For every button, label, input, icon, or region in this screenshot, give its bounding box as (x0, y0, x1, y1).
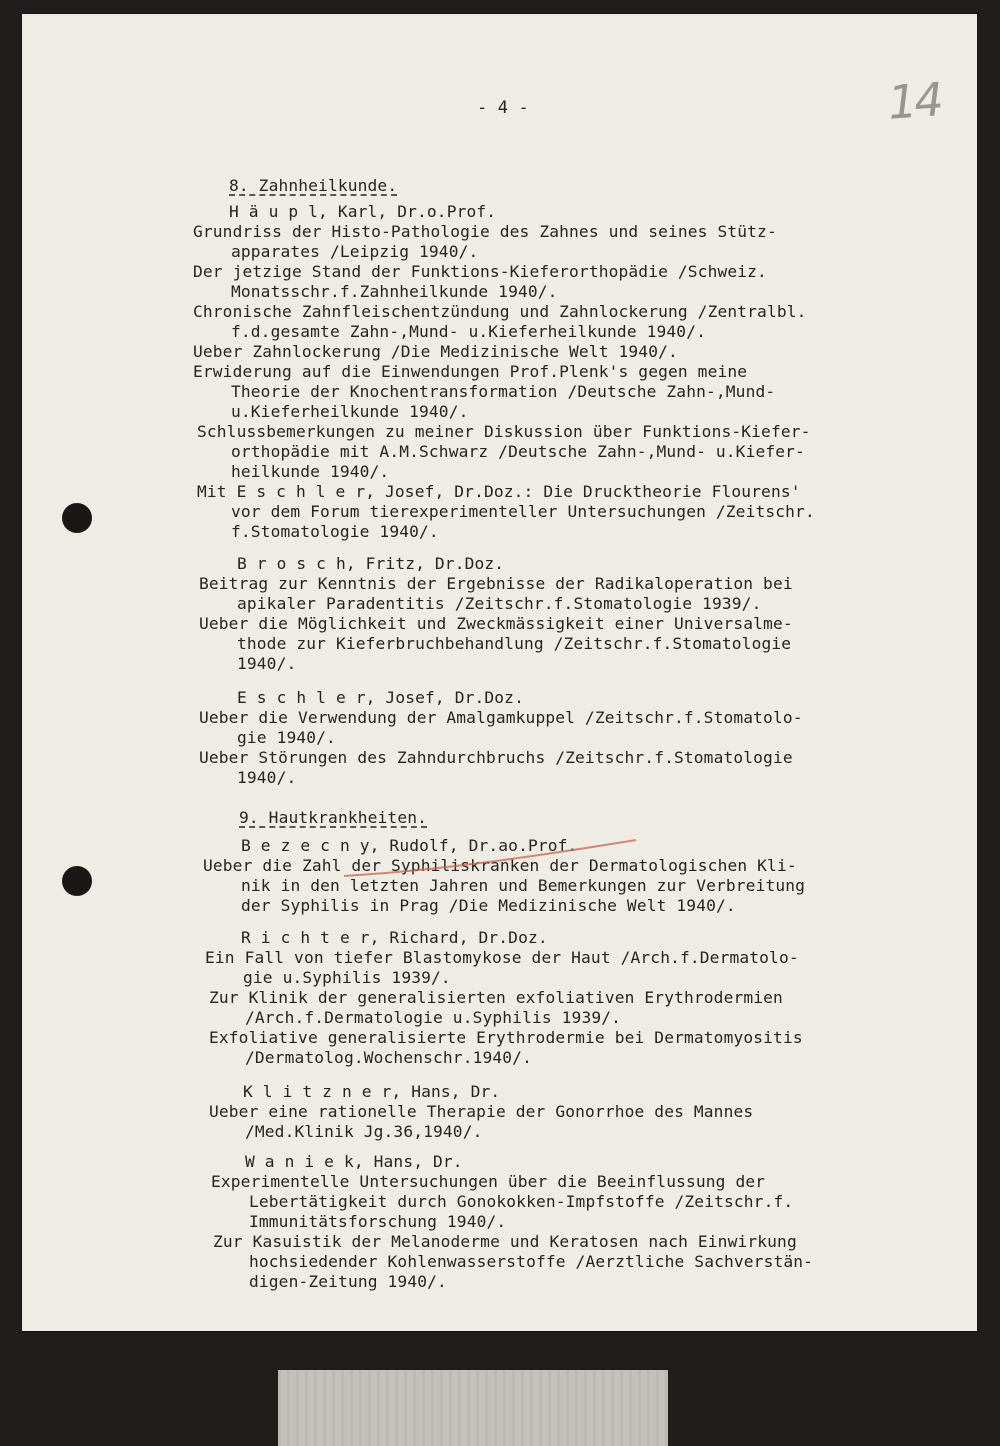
entry-line: Erwiderung auf die Einwendungen Prof.Plenk's gegen meine (193, 362, 748, 381)
entry-line: nik in den letzten Jahren und Bemerkungen zur Verbreitung (241, 876, 806, 895)
scan-strip-texture (278, 1370, 668, 1446)
entry-line: Schlussbemerkungen zu meiner Diskussion über Funktions-Kiefer- (197, 422, 811, 441)
entry-line: 1940/. (237, 768, 297, 787)
entry-line: thode zur Kieferbruchbehandlung /Zeitschr.f.Stomatologie (237, 634, 792, 653)
entry-line: Exfoliative generalisierte Erythrodermie bei Dermatomyositis (209, 1028, 803, 1047)
entry-line: Ueber eine rationelle Therapie der Gonorrhoe des Mannes (209, 1102, 754, 1121)
author-line: R i c h t e r, Richard, Dr.Doz. (241, 928, 548, 947)
entry-line: Grundriss der Histo-Pathologie des Zahnes und seines Stütz- (193, 222, 777, 241)
entry-line: der Syphilis in Prag /Die Medizinische Welt 1940/. (241, 896, 736, 915)
author-line: E s c h l e r, Josef, Dr.Doz. (237, 688, 524, 707)
section-heading: 8. Zahnheilkunde. (229, 176, 398, 195)
punch-hole (62, 866, 92, 896)
entry-line: heilkunde 1940/. (231, 462, 390, 481)
entry-line: /Dermatolog.Wochenschr.1940/. (245, 1048, 532, 1067)
entry-line: Immunitätsforschung 1940/. (249, 1212, 507, 1231)
entry-line: gie 1940/. (237, 728, 336, 747)
entry-line: Chronische Zahnfleischentzündung und Zahnlockerung /Zentralbl. (193, 302, 807, 321)
entry-line: orthopädie mit A.M.Schwarz /Deutsche Zahn-,Mund- u.Kiefer- (231, 442, 805, 461)
section-heading: 9. Hautkrankheiten. (239, 808, 428, 827)
entry-line: digen-Zeitung 1940/. (249, 1272, 447, 1291)
entry-line: Der jetzige Stand der Funktions-Kieferorthopädie /Schweiz. (193, 262, 767, 281)
punch-hole (62, 503, 92, 533)
entry-line: Experimentelle Untersuchungen über die Beeinflussung der (211, 1172, 766, 1191)
document-page (22, 14, 977, 1331)
entry-line: apparates /Leipzig 1940/. (231, 242, 479, 261)
entry-line: Zur Kasuistik der Melanoderme und Keratosen nach Einwirkung (213, 1232, 797, 1251)
entry-line: Ueber die Möglichkeit und Zweckmässigkeit einer Universalme- (199, 614, 793, 633)
entry-line: Monatsschr.f.Zahnheilkunde 1940/. (231, 282, 558, 301)
author-line: K l i t z n e r, Hans, Dr. (243, 1082, 501, 1101)
author-line: B r o s c h, Fritz, Dr.Doz. (237, 554, 505, 573)
author-line: H ä u p l, Karl, Dr.o.Prof. (229, 202, 497, 221)
entry-line: /Med.Klinik Jg.36,1940/. (245, 1122, 483, 1141)
entry-line: Ueber die Verwendung der Amalgamkuppel /Zeitschr.f.Stomatolo- (199, 708, 803, 727)
entry-line: Ein Fall von tiefer Blastomykose der Haut /Arch.f.Dermatolo- (205, 948, 799, 967)
author-line: W a n i e k, Hans, Dr. (245, 1152, 463, 1171)
entry-line: f.d.gesamte Zahn-,Mund- u.Kieferheilkunde 1940/. (231, 322, 706, 341)
entry-line: u.Kieferheilkunde 1940/. (231, 402, 469, 421)
entry-line: 1940/. (237, 654, 297, 673)
entry-line: apikaler Paradentitis /Zeitschr.f.Stomatologie 1939/. (237, 594, 762, 613)
entry-line: f.Stomatologie 1940/. (231, 522, 439, 541)
entry-line: Theorie der Knochentransformation /Deutsche Zahn-,Mund- (231, 382, 776, 401)
entry-line: /Arch.f.Dermatologie u.Syphilis 1939/. (245, 1008, 622, 1027)
entry-line: Mit E s c h l e r, Josef, Dr.Doz.: Die Drucktheorie Flourens' (197, 482, 801, 501)
entry-line: Lebertätigkeit durch Gonokokken-Impfstoffe /Zeitschr.f. (249, 1192, 794, 1211)
entry-line: Beitrag zur Kenntnis der Ergebnisse der Radikaloperation bei (199, 574, 793, 593)
author-line: B e z e c n y, Rudolf, Dr.ao.Prof. (241, 836, 578, 855)
entry-line: gie u.Syphilis 1939/. (243, 968, 451, 987)
entry-line: Zur Klinik der generalisierten exfoliativen Erythrodermien (209, 988, 783, 1007)
handwritten-page-number: 14 (886, 72, 943, 130)
entry-line: Ueber die Zahl der Syphiliskranken der Dermatologischen Kli- (203, 856, 797, 875)
page-number: - 4 - (477, 98, 529, 118)
entry-line: hochsiedender Kohlenwasserstoffe /Aerztliche Sachverstän- (249, 1252, 814, 1271)
entry-line: Ueber Störungen des Zahndurchbruchs /Zeitschr.f.Stomatologie (199, 748, 793, 767)
entry-line: Ueber Zahnlockerung /Die Medizinische Welt 1940/. (193, 342, 678, 361)
entry-line: vor dem Forum tierexperimenteller Untersuchungen /Zeitschr. (231, 502, 815, 521)
